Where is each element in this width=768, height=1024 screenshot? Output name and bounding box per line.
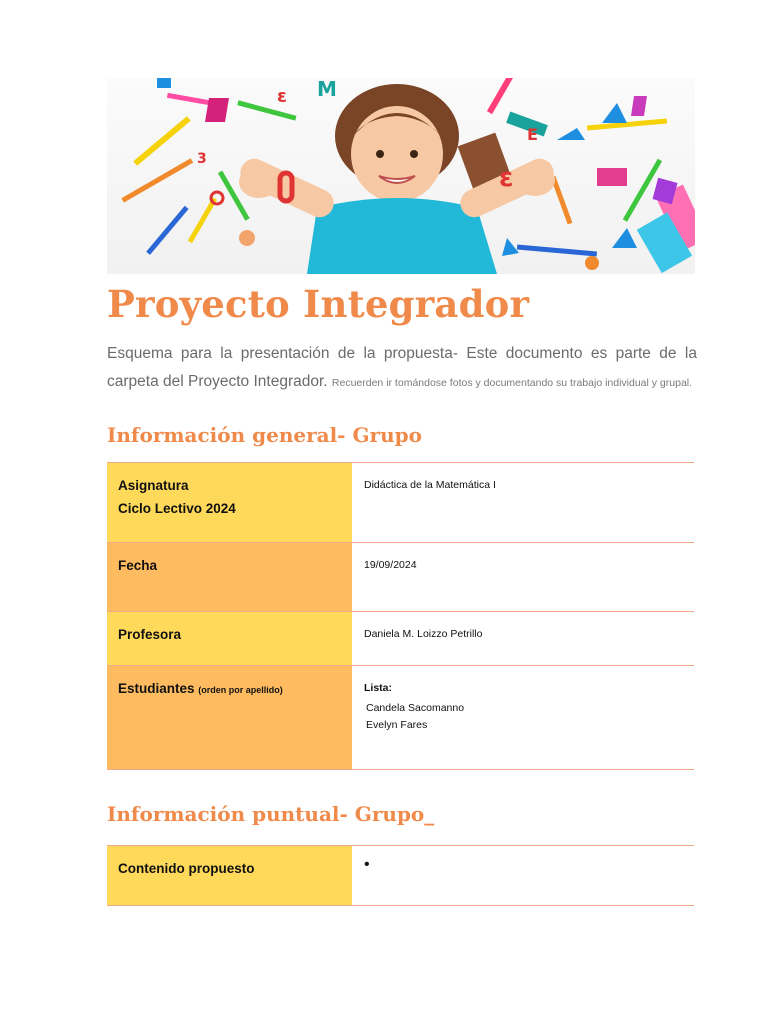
svg-text:ε: ε [277,86,288,107]
section-specific-heading: Información puntual- Grupo_ [107,802,435,826]
hero-photo [107,78,695,274]
general-info-table [107,462,694,770]
teacher-value: Daniela M. Loizzo Petrillo [352,612,694,666]
students-label-cell [107,666,352,770]
cycle-label: Ciclo Lectivo 2024 [118,501,236,516]
table-row [107,612,694,666]
table-row [107,543,694,612]
document-title: Proyecto Integrador [107,282,530,326]
date-value: 19/09/2024 [352,543,694,612]
svg-text:E: E [527,125,538,144]
table-row [107,666,694,770]
teacher-label: Profesora [107,612,352,666]
bullet-icon: • [364,856,370,873]
intro-paragraph [107,340,697,397]
intro-main-text: Esquema para la presentación de la propuesta- Este documento es parte de la carpeta del Proyecto Integrador. [107,345,697,390]
subject-value: Didáctica de la Matemática I [352,463,694,543]
date-label: Fecha [107,543,352,612]
students-label: Estudiantes [118,681,195,696]
svg-text:ε: ε [499,163,514,193]
section-general-heading: Información general- Grupo [107,423,422,447]
content-value [352,846,694,906]
table-row [107,463,694,543]
table-row [107,846,694,906]
specific-info-table [107,845,694,906]
girl-with-school-supplies-icon [107,78,695,274]
students-value-cell [352,666,694,770]
students-list-title: Lista: [364,682,393,694]
list-item: Evelyn Fares [366,719,428,731]
subject-label: Asignatura [118,478,189,493]
subject-label-cell [107,463,352,543]
students-label-note: (orden por apellido) [198,685,283,695]
content-label: Contenido propuesto [107,846,352,906]
list-item: Candela Sacomanno [366,702,465,714]
intro-small-text: Recuerden ir tomándose fotos y documentando su trabajo individual y grupal. [331,377,693,389]
svg-text:3: 3 [197,151,207,167]
svg-text:M: M [317,78,337,101]
